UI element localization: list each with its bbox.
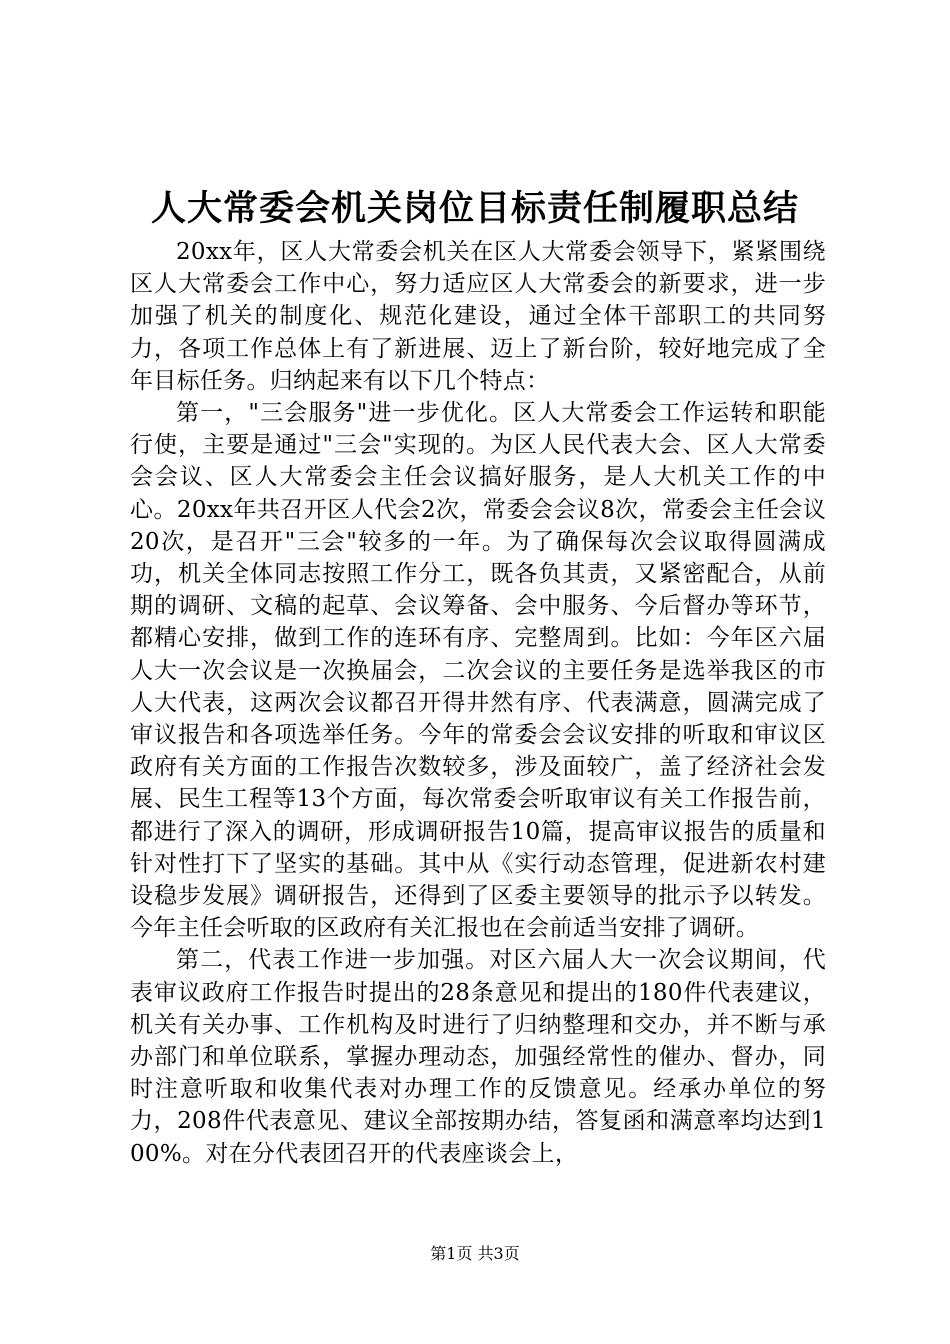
paragraph-second-point: 第二，代表工作进一步加强。对区六届人大一次会议期间，代表审议政府工作报告时提出的28条意见和提出的180件代表建议，机关有关办事、工作机构及时进行了归纳整理和交办，并不断与承办部门和单位联系，掌握办理动态，加强经常性的催办、督办，同时注意听取和收集代表对办理工作的反馈意见。经承办单位的努力，208件代表意见、建议全部按期办结，答复函和满意率均达到100%。对在分代表团召开的代表座谈会上， <box>130 947 826 1167</box>
page-footer: 第1页 共3页 <box>430 1244 520 1263</box>
paragraph-intro: 20xx年，区人大常委会机关在区人大常委会领导下，紧紧围绕区人大常委会工作中心，努力适应区人大常委会的新要求，进一步加强了机关的制度化、规范化建设，通过全体干部职工的共同努力，各项工作总体上有了新进展、迈上了新台阶，较好地完成了全年目标任务。归纳起来有以下几个特点： <box>130 239 826 394</box>
document-body <box>130 236 826 1170</box>
document-title: 人大常委会机关岗位目标责任制履职总结 <box>150 188 799 229</box>
paragraph-first-point: 第一，"三会服务"进一步优化。区人大常委会工作运转和职能行使，主要是通过"三会"实现的。为区人民代表大会、区人大常委会会议、区人大常委会主任会议搞好服务，是人大机关工作的中心。20xx年共召开区人代会2次，常委会会议8次，常委会主任会议20次，是召开"三会"较多的一年。为了确保每次会议取得圆满成功，机关全体同志按照工作分工，既各负其责，又紧密配合，从前期的调研、文稿的起草、会议筹备、会中服务、今后督办等环节，都精心安排，做到工作的连环有序、完整周到。比如：今年区六届人大一次会议是一次换届会，二次会议的主要任务是选举我区的市人大代表，这两次会议都召开得井然有序、代表满意，圆满完成了审议报告和各项选举任务。今年的常委会会议安排的听取和审议区政府有关方面的工作报告次数较多，涉及面较广，盖了经济社会发展、民生工程等13个方面，每次常委会听取审议有关工作报告前，都进行了深入的调研，形成调研报告10篇，提高审议报告的质量和针对性打下了坚实的基础。其中从《实行动态管理，促进新农村建设稳步发展》调研报告，还得到了区委主要领导的批示予以转发。今年主任会听取的区政府有关汇报也在会前适当安排了调研。 <box>130 400 826 942</box>
